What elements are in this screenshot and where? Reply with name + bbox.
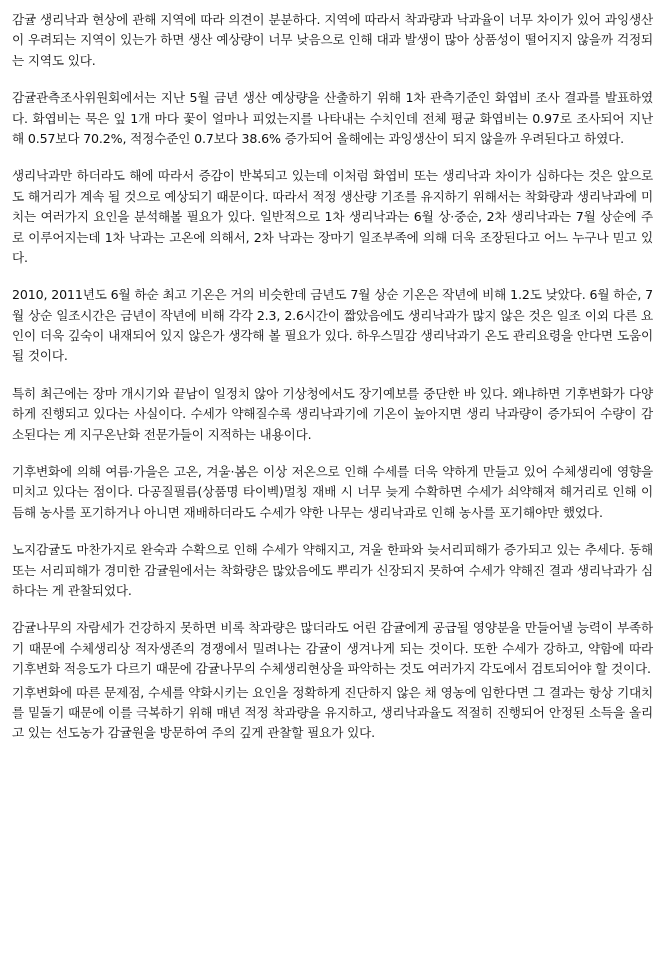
paragraph: 감귤관측조사위원회에서는 지난 5월 금년 생산 예상량을 산출하기 위해 1차 관측기준인 화엽비 조사 결과를 발표하였다. 화엽비는 묵은 잎 1개 마다 꽃이 얼마나 피었는지를 나타내는 수치인데 전체 평균 화엽비는 0.97로 조사되어 지난해 0.57보다 70.2%, 적정수준인 0.7보다 38.6% 증가되어 올해에는 과잉생산이 되지 않을까 우려된다고 하였다. [12,90,653,146]
paragraph: 기후변화에 따른 문제점, 수세를 약화시키는 요인을 정확하게 진단하지 않은 채 영농에 임한다면 그 결과는 항상 기대치를 밑돌기 때문에 이를 극복하기 위해 매년 적정 착과량을 유지하고, 생리낙과율도 적절히 진행되어 안정된 소득을 올리고 있는 선도농가 감귤원을 방문하여 주의 깊게 관찰할 필요가 있다. [12,684,653,741]
article-body [12,10,653,744]
paragraph: 기후변화에 의해 여름·가을은 고온, 겨울·봄은 이상 저온으로 인해 수세를 더욱 약하게 만들고 있어 수체생리에 영향을 미치고 있다는 점이다. 다공질필름(상품명 타이벡)멀칭 재배 시 너무 늦게 수확하면 수세가 쇠약해져 해거리로 인해 이듬해 농사를 포기하거나 아니면 재배하더라도 수세가 약한 나무는 생리낙과로 인해 농사를 포기해야만 했었다. [12,464,653,520]
paragraph: 생리낙과만 하더라도 해에 따라서 증감이 반복되고 있는데 이처럼 화엽비 또는 생리낙과 차이가 심하다는 것은 앞으로도 해거리가 계속 될 것으로 예상되기 때문이다. 따라서 적정 생산량 기조를 유지하기 위해서는 착화량과 생리낙과에 미치는 여러가지 요인을 분석해볼 필요가 있다. 일반적으로 1차 생리낙과는 6월 상·중순, 2차 생리낙과는 7월 상순에 주로 이루어지는데 1차 낙과는 고온에 의해서, 2차 낙과는 장마기 일조부족에 의해 더욱 조장된다고 어느 누구나 믿고 있다. [12,168,653,265]
paragraph: 노지감귤도 마찬가지로 완숙과 수확으로 인해 수세가 약해지고, 겨울 한파와 늦서리피해가 증가되고 있는 추세다. 동해 또는 서리피해가 경미한 감귤원에서는 착화량은 많았음에도 뿌리가 신장되지 못하여 수세가 약해진 결과 생리낙과가 심하다는 게 관찰되었다. [12,542,653,598]
paragraph: 감귤 생리낙과 현상에 관해 지역에 따라 의견이 분분하다. 지역에 따라서 착과량과 낙과율이 너무 차이가 있어 과잉생산이 우려되는 지역이 있는가 하면 생산 예상량이 너무 낮음으로 인해 대과 발생이 많아 상품성이 떨어지지 않을까 걱정되는 지역도 있다. [12,12,653,68]
paragraph: 특히 최근에는 장마 개시기와 끝남이 일정치 않아 기상청에서도 장기예보를 중단한 바 있다. 왜냐하면 기후변화가 다양하게 진행되고 있다는 사실이다. 수세가 약해질수록 생리낙과기에 기온이 높아지면 생리 낙과량이 증가되어 수량이 감소된다는 게 지구온난화 전문가들이 지적하는 내용이다. [12,385,653,442]
paragraph: 2010, 2011년도 6월 하순 최고 기온은 거의 비슷한데 금년도 7월 상순 기온은 작년에 비해 1.2도 낮았다. 6월 하순, 7월 상순 일조시간은 금년이 작년에 비해 각각 2.3, 2.6시간이 짧았음에도 생리낙과가 많지 않은 것은 일조 이외 다른 요인이 더욱 깊숙이 내재되어 있지 않은가 생각해 볼 필요가 있다. 하우스밀감 생리낙과기 온도 관리요령을 안다면 도움이 될 것이다. [12,287,653,364]
paragraph: 감귤나무의 자람세가 건강하지 못하면 비록 착과량은 많더라도 어린 감귤에게 공급될 영양분을 만들어낼 능력이 부족하기 때문에 수체생리상 적자생존의 경쟁에서 밀려나는 감귤이 생겨나게 되는 것이다. 또한 수세가 강하고, 약함에 따라 기후변화 적응도가 다르기 때문에 감귤나무의 수체생리현상을 파악하는 것도 여러가지 각도에서 검토되어야 할 것이다. [12,620,653,677]
